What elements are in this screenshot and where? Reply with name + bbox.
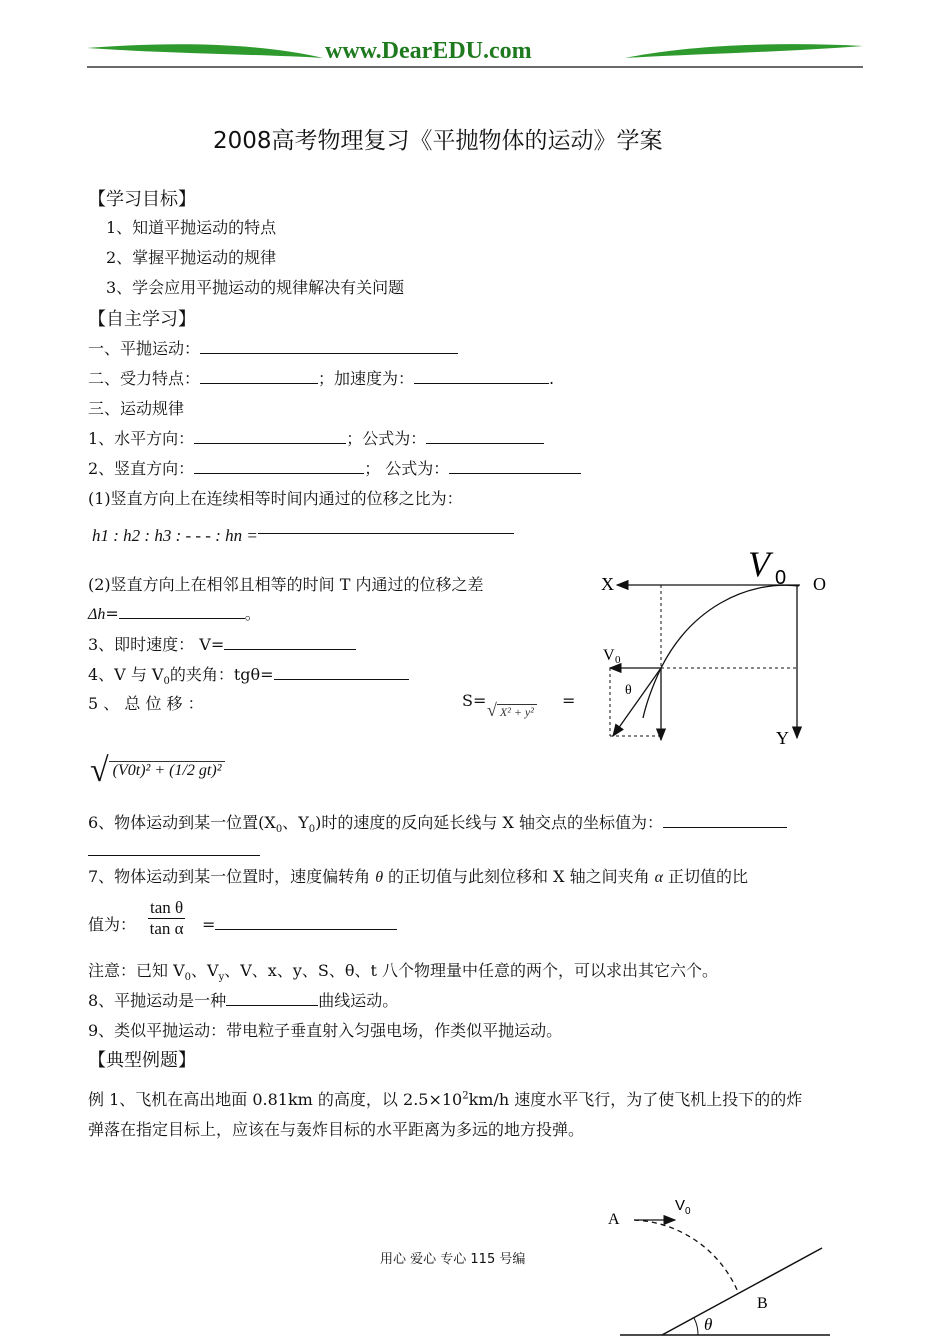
q-label: 3、即时速度： V=	[88, 635, 225, 654]
q-label: 正切值的比	[668, 867, 749, 886]
example-1-line1	[88, 1087, 802, 1110]
q-label: )时的速度的反向延长线与 X 轴交点的坐标值为：	[315, 813, 663, 832]
section-examples: 【典型例题】	[88, 1050, 196, 1071]
answer-blank[interactable]	[224, 632, 356, 650]
q-label: 6、物体运动到某一位置(X	[88, 813, 276, 832]
q-label: 、Y	[282, 813, 309, 832]
q-label: 1、水平方向：	[88, 429, 195, 448]
v0-label: V	[603, 647, 615, 664]
answer-blank[interactable]	[274, 662, 409, 680]
answer-blank[interactable]	[426, 426, 544, 444]
formula-sqrt-xy: √ X² + y²	[487, 700, 537, 721]
answer-blank[interactable]	[119, 601, 245, 619]
q-instant-velocity	[88, 632, 356, 655]
header-banner	[85, 38, 865, 70]
q-ratio-answer	[202, 912, 397, 934]
answer-blank[interactable]	[226, 988, 318, 1006]
q-difference-answer	[88, 601, 261, 624]
fraction-tan	[148, 898, 185, 939]
q-intercept	[88, 810, 787, 835]
section-goals: 【学习目标】	[88, 189, 196, 210]
q-vertical	[88, 456, 581, 479]
denominator: tan α	[149, 919, 184, 938]
v0-big-label: V	[748, 544, 770, 584]
subscript: 0	[275, 824, 283, 836]
answer-blank[interactable]	[194, 456, 364, 474]
answer-blank[interactable]	[194, 426, 346, 444]
incline-diagram	[600, 1190, 840, 1342]
q-label: 7、物体运动到某一位置时，速度偏转角	[88, 867, 371, 886]
q-label: 二、受力特点：	[88, 369, 201, 388]
q-label: 、V	[191, 961, 219, 980]
q-label: .	[549, 369, 555, 388]
site-watermark: www.DearEDU.com	[325, 38, 532, 64]
section-self-study: 【自主学习】	[88, 309, 196, 330]
q-label: 。	[244, 604, 261, 623]
example-1-line2: 弹落在指定目标上，应该在与轰炸目标的水平距离为多远的地方投弹。	[88, 1120, 585, 1139]
q-label: ；公式为：	[346, 429, 427, 448]
q-projectile-definition	[88, 336, 458, 359]
formula-h-ratio	[92, 526, 514, 546]
q-similar: 9、类似平抛运动：带电粒子垂直射入匀强电场，作类似平抛运动。	[88, 1021, 563, 1040]
note	[88, 958, 718, 983]
q-label: 4、V 与 V	[88, 665, 164, 684]
subscript: 0	[308, 824, 316, 836]
q-horizontal	[88, 426, 544, 449]
subscript: y	[218, 972, 225, 984]
subscript: 0	[163, 676, 170, 688]
q-label: 一、平抛运动：	[88, 339, 201, 358]
v0-sub: 0	[615, 654, 621, 666]
formula-text: h1 : h2 : h3 : - - - : hn =	[92, 526, 258, 545]
formula-text: Δh	[88, 606, 106, 623]
q-label: ； 公式为：	[364, 459, 450, 478]
answer-blank[interactable]	[449, 456, 581, 474]
theta-label: θ	[704, 1315, 713, 1334]
q-label: 的正切值与此刻位移和 X 轴之间夹角	[388, 867, 650, 886]
example-text: km/h 速度水平飞行，为了使飞机上投下的的炸	[468, 1090, 803, 1109]
point-b-label: B	[757, 1295, 768, 1312]
q-force	[88, 366, 554, 389]
q-label: ；加速度为：	[318, 369, 415, 388]
page-title: 2008高考物理复习《平抛物体的运动》学案	[213, 128, 663, 154]
example-text: 例 1、飞机在高出地面 0.81km 的高度，以 2.5×10	[88, 1090, 463, 1109]
goal-item: 3、学会应用平抛运动的规律解决有关问题	[106, 278, 405, 297]
q-label: =	[202, 915, 216, 934]
formula-text: X² + y²	[497, 704, 537, 719]
q-intercept-cont	[88, 838, 260, 860]
projectile-diagram	[595, 540, 845, 755]
superscript: 2	[462, 1090, 469, 1102]
q-label: 注意：已知 V	[88, 961, 185, 980]
q-ratio-label: 值为：	[88, 915, 137, 934]
answer-blank[interactable]	[258, 529, 514, 534]
q-difference: (2)竖直方向上在相邻且相等的时间 T 内通过的位移之差	[88, 575, 484, 594]
answer-blank[interactable]	[663, 810, 787, 828]
q-label: 的夹角：tgθ=	[169, 665, 274, 684]
numerator: tan θ	[150, 898, 184, 917]
goal-item: 2、掌握平抛运动的规律	[106, 248, 277, 267]
theta-label: θ	[625, 683, 632, 698]
q-displacement: 5 、 总 位 移 ：	[88, 694, 204, 713]
formula-equals: =	[562, 691, 576, 710]
subscript: 0	[184, 972, 192, 984]
q-displacement-s: S=	[462, 691, 487, 710]
q-label: 、V、x、y、S、θ、t 八个物理量中任意的两个，可以求出其它六个。	[224, 961, 718, 980]
page-footer: 用心 爱心 专心 115 号编	[380, 1252, 526, 1267]
v0-sub: 0	[685, 1206, 691, 1217]
q-ratio: (1)竖直方向上在连续相等时间内通过的位移之比为：	[88, 489, 463, 508]
answer-blank[interactable]	[200, 366, 318, 384]
formula-text: α	[654, 869, 664, 886]
q-tangent-ratio	[88, 864, 748, 887]
answer-blank[interactable]	[215, 912, 397, 930]
goal-item: 1、知道平抛运动的特点	[106, 218, 277, 237]
origin-label: O	[813, 574, 826, 594]
q-motion-law: 三、运动规律	[88, 399, 185, 418]
q-label: 8、平抛运动是一种	[88, 991, 227, 1010]
q-label: 2、竖直方向：	[88, 459, 195, 478]
q-curve-type	[88, 988, 398, 1011]
y-axis-label: Y	[776, 728, 789, 748]
q-angle	[88, 662, 409, 687]
q-label: 曲线运动。	[318, 991, 399, 1010]
q-label: =	[105, 604, 119, 623]
v0-label: V	[675, 1197, 686, 1214]
answer-blank[interactable]	[88, 838, 260, 856]
answer-blank[interactable]	[414, 366, 549, 384]
formula-sqrt-vt: √ (V0t)² + (1/2 gt)²	[90, 752, 225, 790]
formula-text: (V0t)² + (1/2 gt)²	[109, 761, 226, 779]
formula-text: θ	[375, 869, 384, 886]
v0-big-sub: 0	[775, 567, 787, 589]
answer-blank[interactable]	[200, 336, 458, 354]
point-a-label: A	[608, 1211, 620, 1228]
x-axis-label: X	[601, 574, 614, 594]
